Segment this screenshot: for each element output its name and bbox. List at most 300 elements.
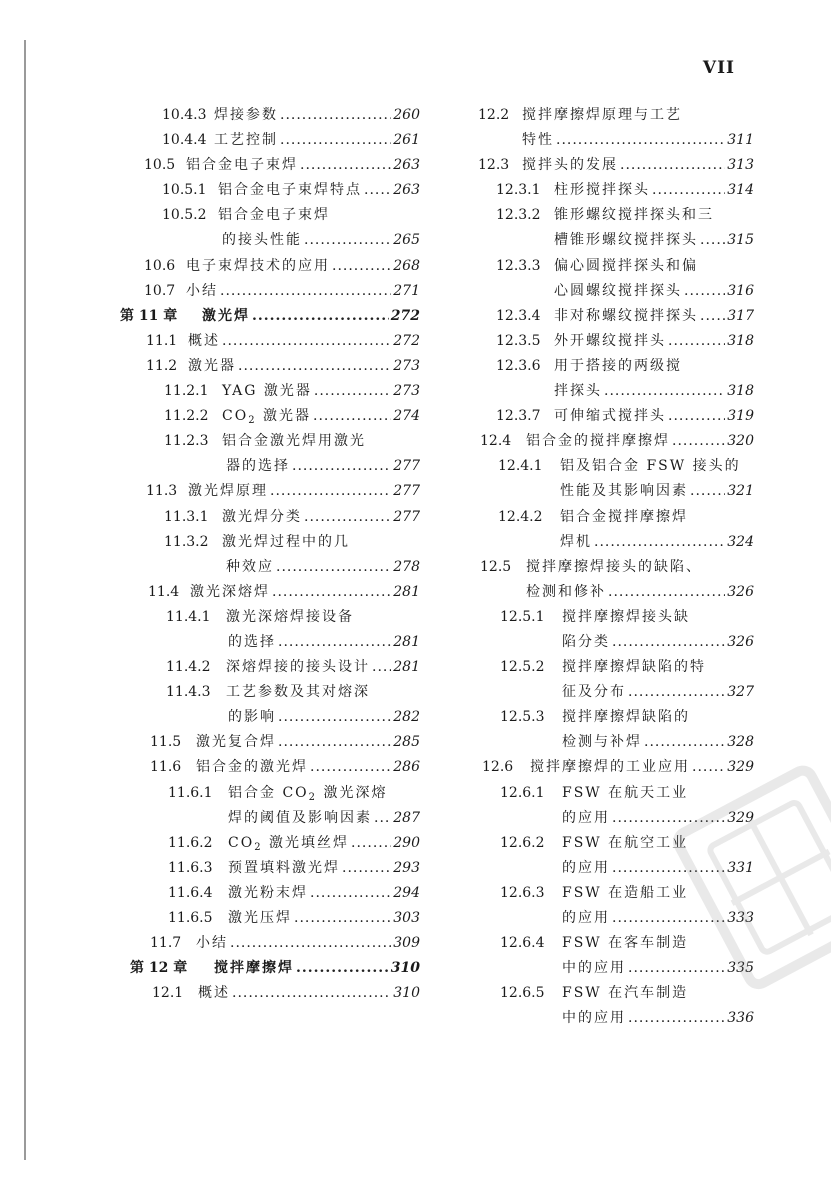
toc-entry-title: 激光粉末焊 [228, 884, 308, 901]
toc-entry-page: 273 [393, 383, 420, 400]
toc-entry [110, 355, 420, 380]
toc-entry-number: 10.4.4 [162, 132, 207, 149]
toc-entry-title: 的接头性能 [222, 232, 302, 249]
toc-entry-number: 11.4.1 [166, 608, 211, 625]
toc-left-column [110, 104, 420, 1007]
toc-entry-number: 11.2.2 [164, 408, 209, 425]
toc-entry-page: 326 [727, 633, 754, 650]
toc-entry-page: 271 [393, 282, 420, 299]
toc-entry [110, 129, 420, 154]
toc-leader-dots [272, 584, 391, 600]
toc-entry-title: FSW 在造船工业 [562, 884, 689, 901]
toc-entry-title: 铝合金电子束焊特点 [218, 182, 362, 199]
toc-entry-title: 焊机 [560, 533, 592, 550]
toc-entry-page: 311 [727, 132, 754, 149]
toc-leader-dots [304, 232, 391, 248]
toc-entry-continuation [478, 480, 754, 505]
toc-entry-number: 11.3 [146, 483, 178, 500]
toc-entry-title: 检测与补焊 [562, 734, 642, 751]
toc-entry [110, 782, 420, 807]
toc-entry-page: 321 [727, 483, 754, 500]
toc-entry-title: YAG 激光器 [222, 383, 312, 400]
toc-entry-number: 11.4 [148, 583, 180, 600]
toc-entry-number: 12.3.4 [496, 307, 541, 324]
toc-entry-page: 313 [727, 157, 754, 174]
page-number: VII [702, 58, 735, 78]
toc-leader-dots [684, 283, 725, 299]
toc-entry [110, 430, 420, 455]
toc-entry-title: 搅拌摩擦焊 [214, 960, 294, 977]
toc-entry [110, 280, 420, 305]
toc-leader-dots [628, 960, 725, 976]
toc-leader-dots [310, 885, 391, 901]
toc-entry-title: 概述 [198, 985, 230, 1002]
toc-leader-dots [612, 810, 725, 826]
toc-entry-page: 317 [727, 307, 754, 324]
toc-entry-title: 种效应 [226, 558, 274, 575]
toc-right-column [478, 104, 754, 1032]
toc-entry-page: 327 [727, 684, 754, 701]
toc-entry-title: 陷分类 [562, 633, 610, 650]
toc-leader-dots [278, 634, 391, 650]
toc-entry-number: 11.4.2 [166, 659, 211, 676]
toc-leader-dots [692, 759, 725, 775]
toc-entry-page: 277 [393, 483, 420, 500]
toc-entry-title: 铝合金 $CO_2$ 激光深熔 [228, 784, 388, 803]
toc-entry-number: 10.5.1 [162, 182, 207, 199]
toc-entry-continuation [478, 631, 754, 656]
toc-entry [110, 882, 420, 907]
toc-entry-number: 12.6.4 [500, 935, 545, 952]
toc-leader-dots [278, 734, 391, 750]
toc-entry-title: 激光压焊 [228, 910, 292, 926]
toc-entry-page: 274 [393, 408, 420, 425]
toc-entry-title: 激光焊分类 [222, 508, 302, 525]
toc-entry-title: FSW 在航天工业 [562, 784, 689, 801]
toc-entry [110, 380, 420, 405]
toc-entry-continuation [478, 380, 754, 405]
toc-entry-title: 搅拌摩擦焊缺陷的特 [562, 659, 706, 676]
toc-entry-number: 12.3.3 [496, 257, 541, 274]
toc-entry-title: 拌探头 [554, 383, 602, 400]
toc-entry-page: 282 [393, 709, 420, 726]
toc-entry-page: 265 [393, 232, 420, 249]
toc-leader-dots [314, 383, 391, 399]
toc-entry-continuation [478, 531, 754, 556]
toc-entry-page: 281 [393, 633, 420, 650]
toc-entry [110, 405, 420, 430]
toc-entry-page: 310 [390, 960, 420, 977]
toc-leader-dots [668, 408, 725, 424]
toc-entry [478, 606, 754, 631]
toc-leader-dots [556, 132, 725, 148]
toc-entry-page: 329 [727, 809, 754, 826]
toc-leader-dots [628, 1010, 725, 1026]
toc-entry-title: FSW 在汽车制造 [562, 985, 689, 1002]
toc-entry-page: 290 [393, 834, 420, 851]
toc-leader-dots [594, 534, 725, 550]
toc-entry-continuation [110, 455, 420, 480]
toc-entry-page: 293 [393, 859, 420, 876]
toc-entry-number: 12.5.3 [500, 709, 545, 726]
toc-entry-number: 11.2.1 [164, 383, 209, 400]
toc-leader-dots [612, 910, 725, 926]
toc-entry [478, 405, 754, 430]
toc-leader-dots [612, 860, 725, 876]
toc-entry-number: 10.5.2 [162, 207, 207, 224]
toc-entry-page: 336 [727, 1010, 754, 1027]
toc-entry-title: 铝及铝合金 FSW 接头的 [560, 458, 741, 475]
toc-entry [478, 355, 754, 380]
toc-entry [478, 204, 754, 229]
toc-entry-number: 12.4.1 [498, 458, 543, 475]
toc-entry-title: 焊接参数 [214, 107, 278, 123]
toc-leader-dots [232, 985, 391, 1001]
toc-entry [110, 756, 420, 781]
toc-entry-title: 小结 [186, 282, 218, 299]
toc-leader-dots [652, 182, 725, 198]
toc-leader-dots [296, 960, 389, 976]
toc-entry-page: 281 [393, 583, 420, 600]
toc-entry-title: 偏心圆搅拌探头和偏 [554, 257, 698, 274]
toc-entry [478, 832, 754, 857]
toc-entry-title: 的影响 [228, 709, 276, 726]
toc-entry-page: 272 [390, 307, 420, 324]
toc-entry-title: 非对称螺纹搅拌探头 [554, 307, 698, 324]
toc-entry-number: 12.1 [152, 985, 184, 1002]
toc-entry-number: 11.4.3 [166, 684, 211, 701]
toc-entry-title: 可伸缩式搅拌头 [554, 408, 666, 425]
toc-entry-title: 激光深熔焊 [190, 583, 270, 600]
toc-leader-dots [313, 408, 391, 424]
toc-entry-title: 铝合金的搅拌摩擦焊 [526, 433, 670, 450]
toc-leader-dots [628, 684, 725, 700]
toc-entry-title: 铝合金电子束焊 [218, 207, 330, 224]
toc-entry-title: 锥形螺纹搅拌探头和三 [554, 207, 714, 224]
toc-entry [110, 204, 420, 229]
toc-entry [110, 531, 420, 556]
toc-leader-dots [700, 232, 725, 248]
toc-entry-page: 319 [727, 408, 754, 425]
toc-entry-number: 11.3.2 [164, 533, 209, 550]
toc-entry-number: 12.4 [480, 433, 512, 450]
toc-entry-number: 11.6.2 [168, 834, 213, 851]
toc-entry-number: 12.3.2 [496, 207, 541, 224]
toc-entry-number: 12.2 [478, 107, 510, 123]
toc-entry-continuation [110, 556, 420, 581]
toc-leader-dots [310, 759, 391, 775]
toc-entry-number: 12.5.1 [500, 608, 545, 625]
toc-entry-title: 激光深熔焊接设备 [226, 608, 354, 625]
toc-entry-title: FSW 在航空工业 [562, 834, 689, 851]
toc-entry-title: 小结 [196, 935, 228, 952]
toc-entry-page: 281 [393, 659, 420, 676]
toc-entry-number: 12.3.5 [496, 332, 541, 349]
toc-entry-continuation [478, 731, 754, 756]
toc-entry [478, 782, 754, 807]
toc-entry-page: 316 [727, 282, 754, 299]
toc-entry-continuation [110, 229, 420, 254]
toc-entry-title: 特性 [522, 132, 554, 149]
toc-entry-page: 315 [727, 232, 754, 249]
toc-entry-number: 12.6.1 [500, 784, 545, 801]
toc-leader-dots [604, 383, 725, 399]
toc-entry-number: 10.5 [144, 157, 176, 174]
toc-entry-continuation [110, 631, 420, 656]
toc-entry-title: 检测和修补 [526, 583, 606, 600]
toc-entry-title: 深熔焊接的接头设计 [226, 659, 370, 676]
toc-entry-title: 焊的阈值及影响因素 [228, 809, 372, 826]
toc-entry-page: 260 [393, 107, 420, 123]
toc-entry-title: 工艺参数及其对熔深 [226, 684, 370, 701]
toc-entry-number: 12.3.7 [496, 408, 541, 425]
toc-entry-title: 概述 [188, 332, 220, 349]
toc-entry-page: 263 [393, 157, 420, 174]
toc-entry-number: 10.7 [144, 282, 176, 299]
toc-leader-dots [612, 634, 725, 650]
toc-entry-number: 第 11 章 [120, 307, 178, 324]
toc-entry-number: 11.7 [150, 935, 182, 952]
toc-entry-continuation [478, 807, 754, 832]
toc-leader-dots [238, 358, 391, 374]
toc-entry [478, 656, 754, 681]
toc-entry [110, 857, 420, 882]
toc-entry [110, 581, 420, 606]
toc-entry-page: 263 [393, 182, 420, 199]
toc-entry-number: 12.3.1 [496, 182, 541, 199]
toc-entry-title: 性能及其影响因素 [560, 483, 688, 500]
toc-leader-dots [332, 258, 391, 274]
toc-entry-title: FSW 在客车制造 [562, 935, 689, 952]
toc-leader-dots [690, 483, 725, 499]
toc-entry-title: 中的应用 [562, 960, 626, 977]
toc-entry-page: 310 [393, 985, 420, 1002]
toc-entry-title: 槽锥形螺纹搅拌探头 [554, 232, 698, 249]
toc-entry-page: 314 [727, 182, 754, 199]
toc-entry-title: 铝合金激光焊用激光 [222, 433, 366, 450]
toc-entry-number: 11.6.5 [168, 910, 213, 926]
toc-entry-title: 电子束焊技术的应用 [186, 257, 330, 274]
toc-entry-page: 294 [393, 884, 420, 901]
toc-entry-title: 激光焊原理 [188, 483, 268, 500]
toc-entry-title: 铝合金搅拌摩擦焊 [560, 508, 688, 525]
toc-entry [110, 731, 420, 756]
toc-entry-continuation [478, 857, 754, 882]
toc-entry-title: 外开螺纹搅拌头 [554, 332, 666, 349]
toc-entry [110, 907, 420, 932]
toc-entry-title: 征及分布 [562, 684, 626, 701]
toc-entry-page: 287 [393, 809, 420, 826]
toc-entry [478, 154, 754, 179]
toc-entry-page: 261 [393, 132, 420, 149]
toc-entry [110, 506, 420, 531]
toc-leader-dots [230, 935, 391, 951]
toc-entry-continuation [478, 1007, 754, 1032]
toc-entry-title: 预置填料激光焊 [228, 859, 340, 876]
toc-entry-continuation [478, 280, 754, 305]
toc-entry-number: 11.1 [146, 332, 178, 349]
toc-entry-page: 286 [393, 759, 420, 776]
toc-entry-page: 309 [393, 935, 420, 952]
toc-entry-title: 搅拌摩擦焊的工业应用 [530, 759, 690, 776]
toc-leader-dots [342, 860, 391, 876]
toc-entry [478, 430, 754, 455]
toc-entry-continuation [478, 229, 754, 254]
toc-entry-page: 333 [727, 910, 754, 926]
toc-entry-number: 10.6 [144, 257, 176, 274]
toc-entry [478, 706, 754, 731]
toc-entry [110, 606, 420, 631]
toc-entry-number: 11.6 [150, 759, 182, 776]
toc-entry-page: 268 [393, 257, 420, 274]
toc-entry-continuation [478, 129, 754, 154]
toc-entry-page: 272 [393, 332, 420, 349]
toc-leader-dots [374, 810, 391, 826]
toc-entry-title: 用于搭接的两级搅 [554, 357, 682, 374]
toc-entry-continuation [110, 706, 420, 731]
toc-entry-number: 12.6 [482, 759, 514, 776]
toc-entry [478, 556, 754, 581]
toc-entry [478, 756, 754, 781]
toc-entry [110, 932, 420, 957]
toc-leader-dots [280, 107, 391, 123]
toc-entry-continuation [478, 581, 754, 606]
toc-leader-dots [351, 835, 391, 851]
toc-entry-title: 铝合金的激光焊 [196, 759, 308, 776]
toc-entry-number: 11.6.1 [168, 784, 213, 801]
toc-entry-page: 278 [393, 558, 420, 575]
toc-entry-page: 329 [727, 759, 754, 776]
page-edge-rule [24, 40, 26, 1160]
toc-entry-number: 12.5 [480, 558, 512, 575]
toc-entry-title: 柱形搅拌探头 [554, 182, 650, 199]
toc-entry-continuation [110, 807, 420, 832]
toc-leader-dots [252, 308, 389, 324]
toc-leader-dots [700, 308, 725, 324]
toc-entry [110, 255, 420, 280]
toc-entry-title: 的应用 [562, 859, 610, 876]
toc-entry-number: 12.6.3 [500, 884, 545, 901]
toc-entry-number: 第 12 章 [130, 960, 188, 977]
toc-leader-dots [220, 283, 391, 299]
toc-entry [478, 506, 754, 531]
toc-entry [110, 179, 420, 204]
toc-entry [110, 957, 420, 982]
toc-entry-page: 331 [727, 859, 754, 876]
toc-entry-page: 273 [393, 357, 420, 374]
toc-entry-continuation [478, 681, 754, 706]
toc-entry [478, 305, 754, 330]
toc-entry-title: 搅拌摩擦焊原理与工艺 [522, 107, 682, 123]
toc-leader-dots [372, 659, 391, 675]
toc-entry-number: 12.3.6 [496, 357, 541, 374]
toc-leader-dots [300, 157, 391, 173]
toc-entry-title: 的应用 [562, 809, 610, 826]
toc-entry-number: 11.3.1 [164, 508, 209, 525]
toc-entry-title: 工艺控制 [214, 132, 278, 149]
toc-entry-page: 326 [727, 583, 754, 600]
toc-entry-title: 的应用 [562, 910, 610, 926]
toc-entry-title: $CO_2$ 激光器 [222, 408, 312, 427]
toc-entry-title: 激光焊 [202, 307, 250, 324]
toc-entry [478, 255, 754, 280]
toc-entry [110, 104, 420, 129]
toc-entry-number: 11.2.3 [164, 433, 209, 450]
toc-leader-dots [668, 333, 725, 349]
toc-entry-page: 277 [393, 508, 420, 525]
toc-entry-number: 11.6.3 [168, 859, 213, 876]
toc-entry-number: 12.4.2 [498, 508, 543, 525]
toc-entry-number: 11.2 [146, 357, 178, 374]
toc-entry-title: 搅拌摩擦焊接头缺 [562, 608, 690, 625]
toc-entry [110, 832, 420, 857]
toc-entry [110, 154, 420, 179]
toc-entry-number: 10.4.3 [162, 107, 207, 123]
toc-entry-number: 12.3 [478, 157, 510, 174]
toc-entry-page: 320 [727, 433, 754, 450]
toc-entry [478, 882, 754, 907]
toc-entry-page: 303 [393, 910, 420, 926]
toc-entry-title: 激光焊过程中的几 [222, 533, 350, 550]
toc-entry-page: 318 [727, 332, 754, 349]
toc-entry [478, 330, 754, 355]
toc-entry-title: 铝合金电子束焊 [186, 157, 298, 174]
toc-entry-page: 328 [727, 734, 754, 751]
toc-entry [110, 305, 420, 330]
toc-entry-title: 搅拌摩擦焊接头的缺陷、 [526, 558, 702, 575]
toc-entry [110, 656, 420, 681]
toc-entry [110, 480, 420, 505]
toc-entry-title: 器的选择 [226, 458, 290, 475]
toc-entry-number: 11.5 [150, 734, 182, 751]
toc-leader-dots [270, 483, 391, 499]
toc-entry [478, 932, 754, 957]
toc-entry [478, 179, 754, 204]
toc-entry-title: 搅拌摩擦焊缺陷的 [562, 709, 690, 726]
toc-entry-continuation [478, 907, 754, 932]
toc-leader-dots [276, 559, 391, 575]
toc-entry-title: 搅拌头的发展 [522, 157, 618, 174]
toc-entry-number: 12.5.2 [500, 659, 545, 676]
toc-entry-title: 的选择 [228, 633, 276, 650]
toc-leader-dots [280, 132, 391, 148]
toc-entry [110, 681, 420, 706]
toc-entry [478, 104, 754, 129]
toc-entry-number: 11.6.4 [168, 884, 213, 901]
toc-leader-dots [294, 910, 391, 926]
toc-entry-title: 中的应用 [562, 1010, 626, 1027]
toc-entry-page: 318 [727, 383, 754, 400]
toc-entry [478, 982, 754, 1007]
toc-entry-title: $CO_2$ 激光填丝焊 [228, 834, 350, 853]
toc-entry-page: 324 [727, 533, 754, 550]
toc-entry-page: 335 [727, 960, 754, 977]
toc-entry-page: 277 [393, 458, 420, 475]
toc-entry-title: 激光复合焊 [196, 734, 276, 751]
toc-leader-dots [292, 458, 391, 474]
toc-entry-page: 285 [393, 734, 420, 751]
toc-leader-dots [222, 333, 391, 349]
toc-leader-dots [364, 182, 391, 198]
toc-leader-dots [304, 509, 391, 525]
toc-entry-continuation [478, 957, 754, 982]
toc-entry-title: 激光器 [188, 357, 236, 374]
toc-leader-dots [672, 433, 725, 449]
toc-leader-dots [608, 584, 725, 600]
toc-leader-dots [278, 709, 391, 725]
toc-entry-number: 12.6.5 [500, 985, 545, 1002]
toc-entry [110, 330, 420, 355]
